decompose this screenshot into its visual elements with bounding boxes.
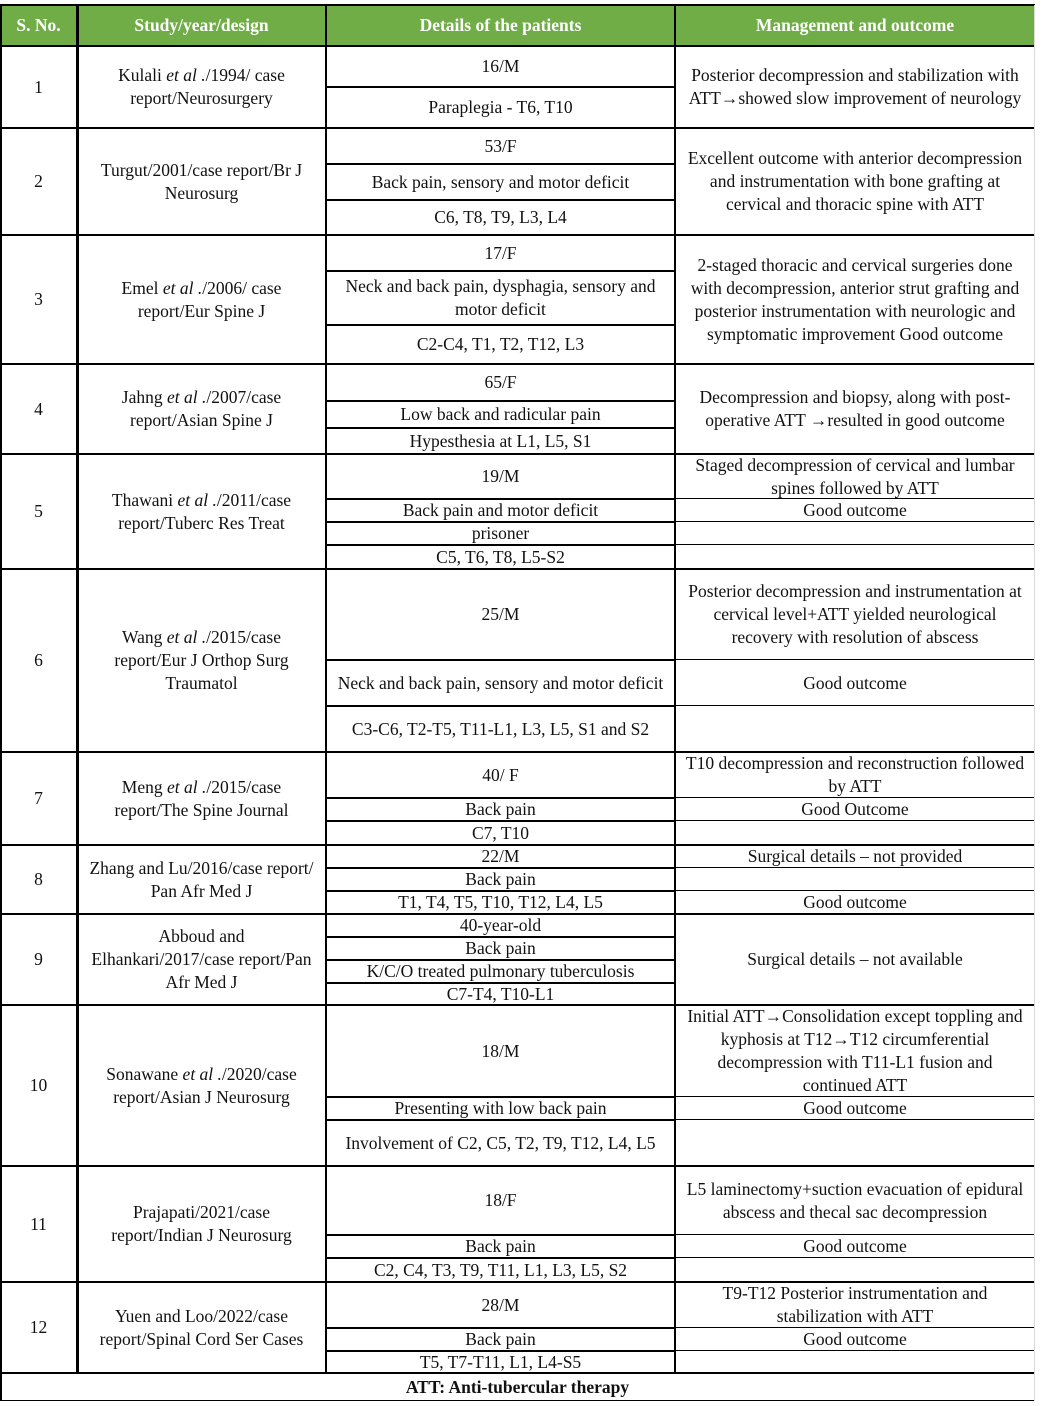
study-details: /2015/case report/The Spine Journal	[114, 776, 289, 820]
patient-detail-cell: Back pain	[465, 799, 536, 819]
study-citation	[87, 159, 316, 205]
management-cell	[675, 545, 1035, 569]
serial-number-cell: 4	[34, 398, 43, 419]
study-cell	[77, 364, 326, 454]
et-al: et al .	[162, 277, 203, 298]
row-divider	[326, 705, 675, 707]
study-author: Prajapati	[132, 1202, 196, 1222]
study-cell	[77, 46, 326, 128]
patient-detail-cell: C7-T4, T10-L1	[446, 983, 555, 1004]
row-divider	[326, 1327, 675, 1329]
et-al: et al .	[177, 489, 217, 510]
study-details: /2007/case report/Asian Spine J	[130, 387, 282, 430]
management-cell: Good outcome	[803, 1236, 907, 1256]
patient-detail-cell: Back pain	[465, 938, 536, 958]
row-divider	[326, 400, 675, 402]
patient-detail-cell: Paraplegia - T6, T10	[428, 97, 573, 117]
patient-detail-cell: Back pain and motor deficit	[402, 500, 599, 520]
management-cell: Good outcome	[803, 1329, 907, 1349]
management-cell: L5 laminectomy+suction evacuation of epidural abscess and thecal sac decompression	[686, 1178, 1024, 1222]
patient-detail-cell: C2-C4, T1, T2, T12, L3	[416, 334, 585, 354]
study-citation	[87, 1063, 316, 1109]
patient-detail-cell: Neck and back pain, dysphagia, sensory and motor deficit	[345, 276, 656, 319]
patient-detail-cell: 53/F	[484, 135, 517, 156]
et-al: et al .	[166, 627, 207, 647]
patient-detail-cell: Back pain, sensory and motor deficit	[371, 171, 630, 192]
patient-detail-cell: Back pain	[465, 1329, 536, 1349]
row-divider	[326, 820, 675, 822]
column-divider	[76, 5, 79, 1373]
study-cell	[77, 569, 326, 752]
study-cell	[77, 1282, 326, 1373]
study-details: /2015/case report/Eur J Orthop Surg Traumatol	[114, 627, 289, 693]
serial-number-cell: 7	[34, 788, 43, 808]
study-author: Kulali	[118, 65, 167, 85]
study-citation	[87, 925, 316, 994]
management-cell: Staged decompression of cervical and lumbar spines followed by ATT	[695, 454, 1015, 498]
header-sno: S. No.	[0, 5, 77, 46]
column-divider	[1034, 5, 1035, 1401]
patient-detail-cell: Neck and back pain, sensory and motor deficit	[337, 672, 664, 693]
row-divider	[326, 1096, 675, 1098]
patient-detail-cell: C5, T6, T8, L5-S2	[436, 546, 565, 567]
row-divider	[326, 544, 675, 546]
study-details: /2017/case report/Pan Afr Med J	[159, 949, 312, 992]
row-divider	[326, 1350, 675, 1352]
patient-detail-cell: C2, C4, T3, T9, T11, L1, L3, L5, S2	[373, 1259, 628, 1280]
study-author: Turgut	[100, 159, 148, 180]
patient-detail-cell: C6, T8, T9, L3, L4	[434, 207, 567, 227]
study-citation	[87, 489, 316, 535]
row-divider	[675, 1350, 1035, 1351]
study-details: /2001/case report/Br J Neurosurg	[147, 159, 303, 203]
study-citation	[87, 64, 316, 110]
row-divider	[326, 959, 675, 961]
patient-detail-cell: T1, T4, T5, T10, T12, L4, L5	[398, 892, 603, 912]
patient-detail-cell: 18/M	[481, 1040, 520, 1061]
management-cell: Posterior decompression and instrumentation at cervical level+ATT yielded neurological recovery with resolution of abscess	[688, 581, 1022, 647]
serial-number-cell: 1	[34, 76, 43, 97]
row-divider	[0, 4, 1035, 6]
patient-detail-cell: Back pain	[465, 1236, 536, 1256]
row-divider	[675, 1234, 1035, 1235]
management-cell: Excellent outcome with anterior decompression and instrumentation with bone grafting at cervical and thoracic spine with ATT	[687, 148, 1023, 214]
study-cell	[77, 128, 326, 235]
row-divider	[675, 797, 1035, 798]
row-divider	[326, 867, 675, 869]
row-divider	[675, 705, 1035, 706]
study-author: Meng	[121, 776, 167, 797]
patient-detail-cell: K/C/O treated pulmonary tuberculosis	[366, 961, 635, 981]
study-author: Emel	[121, 277, 163, 298]
study-cell	[77, 914, 326, 1005]
patient-detail-cell: 40/ F	[482, 764, 519, 785]
row-divider	[675, 1096, 1035, 1097]
management-cell: Good outcome	[803, 892, 907, 912]
row-divider	[675, 820, 1035, 821]
patient-detail-cell: 19/M	[481, 466, 520, 486]
patient-detail-cell: 25/M	[481, 604, 520, 624]
management-cell	[675, 522, 1035, 545]
row-divider	[326, 498, 675, 500]
patient-detail-cell: Involvement of C2, C5, T2, T9, T12, L4, L5	[345, 1132, 656, 1153]
row-divider	[675, 521, 1035, 522]
management-cell	[675, 821, 1035, 845]
patient-detail-cell: C3-C6, T2-T5, T11-L1, L3, L5, S1 and S2	[351, 718, 650, 739]
patient-detail-cell: Back pain	[465, 869, 536, 889]
row-divider	[675, 1327, 1035, 1328]
et-al: et al .	[166, 387, 207, 407]
study-cell	[77, 235, 326, 364]
et-al: et al .	[166, 65, 206, 85]
row-divider	[326, 270, 675, 272]
management-cell: T9-T12 Posterior instrumentation and stabilization with ATT	[722, 1283, 988, 1326]
row-divider	[675, 1257, 1035, 1258]
patient-detail-cell: prisoner	[471, 523, 530, 543]
column-divider	[0, 5, 2, 1401]
management-cell: Good outcome	[803, 1098, 907, 1118]
et-al: et al .	[166, 776, 207, 797]
study-details: /2016/case report/ Pan Afr Med J	[150, 857, 314, 901]
row-divider	[326, 797, 675, 799]
study-details: /2020/case report/Asian J Neurosurg	[113, 1063, 297, 1107]
footnote: ATT: Anti-tubercular therapy	[405, 1376, 630, 1397]
study-citation	[87, 857, 316, 903]
serial-number-cell: 5	[34, 501, 43, 521]
row-divider	[326, 427, 675, 429]
management-cell: Good outcome	[803, 500, 907, 520]
patient-detail-cell: C7, T10	[471, 822, 530, 843]
serial-number-cell: 11	[30, 1213, 47, 1234]
row-divider	[326, 521, 675, 523]
row-divider	[326, 659, 675, 661]
study-citation	[87, 277, 316, 323]
row-divider	[326, 86, 675, 88]
serial-number-cell: 3	[34, 289, 43, 309]
row-divider	[326, 1234, 675, 1236]
patient-detail-cell: 40-year-old	[459, 915, 542, 935]
study-author: Zhang and Lu	[89, 857, 188, 878]
study-author: Thawani	[111, 489, 178, 510]
header-study: Study/year/design	[77, 5, 326, 46]
patient-detail-cell: Presenting with low back pain	[394, 1098, 607, 1118]
serial-number-cell: 8	[34, 869, 43, 889]
management-cell: Good outcome	[803, 672, 907, 693]
row-divider	[675, 1119, 1035, 1120]
patient-detail-cell: T5, T7-T11, L1, L4-S5	[419, 1351, 582, 1372]
management-cell: Good Outcome	[801, 799, 909, 819]
patient-detail-cell: 65/F	[484, 372, 517, 392]
study-citation	[87, 776, 316, 822]
study-details: /2022/case report/Spinal Cord Ser Cases	[99, 1305, 304, 1349]
row-divider	[675, 867, 1035, 868]
study-cell	[77, 845, 326, 914]
patient-detail-cell: 22/M	[481, 846, 520, 866]
patient-detail-cell: 28/M	[481, 1294, 520, 1315]
row-divider	[675, 544, 1035, 545]
row-divider	[326, 163, 675, 165]
patient-detail-cell: Hypesthesia at L1, L5, S1	[409, 430, 592, 451]
serial-number-cell: 2	[34, 171, 43, 191]
management-cell	[675, 1258, 1035, 1282]
study-cell	[77, 1005, 326, 1166]
management-cell	[675, 706, 1035, 752]
row-divider	[0, 45, 1035, 47]
row-divider	[326, 324, 675, 326]
row-divider	[326, 982, 675, 984]
study-author: Yuen and Loo	[114, 1305, 214, 1326]
management-cell	[675, 868, 1035, 891]
column-divider	[674, 5, 676, 1373]
et-al: et al .	[182, 1063, 222, 1084]
serial-number-cell: 10	[29, 1075, 48, 1095]
study-citation	[87, 626, 316, 695]
study-citation	[87, 1305, 316, 1351]
row-divider	[326, 1119, 675, 1121]
study-citation	[87, 386, 316, 432]
row-divider	[326, 199, 675, 201]
serial-number-cell: 6	[34, 650, 43, 670]
study-details: /2011/case report/Tuberc Res Treat	[118, 489, 292, 533]
study-details: /2006/ case report/Eur Spine J	[137, 277, 282, 321]
row-divider	[326, 936, 675, 938]
row-divider	[675, 890, 1035, 891]
row-divider	[675, 659, 1035, 660]
management-cell: 2-staged thoracic and cervical surgeries done with decompression, anterior strut grafting and posterior instrumentation with neurologic and symptomatic improvement Good outcome	[690, 254, 1020, 344]
serial-number-cell: 12	[29, 1317, 48, 1337]
management-cell	[675, 1351, 1035, 1373]
patient-detail-cell: 17/F	[484, 242, 517, 263]
management-cell: Surgical details – not available	[747, 949, 963, 969]
management-cell: T10 decompression and reconstruction followed by ATT	[685, 753, 1025, 796]
study-citation	[87, 1201, 316, 1247]
study-details: /1994/ case report/Neurosurgery	[130, 65, 285, 108]
management-cell: Surgical details – not provided	[747, 846, 963, 866]
header-details: Details of the patients	[326, 5, 675, 46]
study-author: Abboud and Elhankari	[91, 926, 245, 969]
study-cell	[77, 752, 326, 845]
study-cell	[77, 454, 326, 569]
column-divider	[325, 5, 327, 1373]
patient-detail-cell: Low back and radicular pain	[400, 404, 601, 424]
study-author: Sonawane	[106, 1063, 183, 1084]
patient-detail-cell: 16/M	[481, 56, 520, 76]
study-details: /2021/case report/Indian J Neurosurg	[111, 1202, 292, 1245]
study-cell	[77, 1166, 326, 1282]
management-cell: Initial ATT→Consolidation except toppling and kyphosis at T12→T12 circumferential decompression with T11-L1 fusion and continued ATT	[687, 1006, 1023, 1095]
row-divider	[326, 890, 675, 892]
row-divider	[326, 1257, 675, 1259]
study-author: Jahng	[121, 387, 167, 407]
patient-detail-cell: 18/F	[484, 1190, 517, 1210]
study-author: Wang	[122, 627, 167, 647]
management-cell: Decompression and biopsy, along with post-operative ATT →resulted in good outcome	[699, 387, 1011, 430]
row-divider	[675, 498, 1035, 499]
header-management: Management and outcome	[675, 5, 1035, 46]
serial-number-cell: 9	[34, 949, 43, 969]
management-cell	[675, 1120, 1035, 1166]
row-divider	[0, 1400, 1035, 1401]
management-cell: Posterior decompression and stabilization with ATT→showed slow improvement of neurology	[688, 65, 1022, 108]
